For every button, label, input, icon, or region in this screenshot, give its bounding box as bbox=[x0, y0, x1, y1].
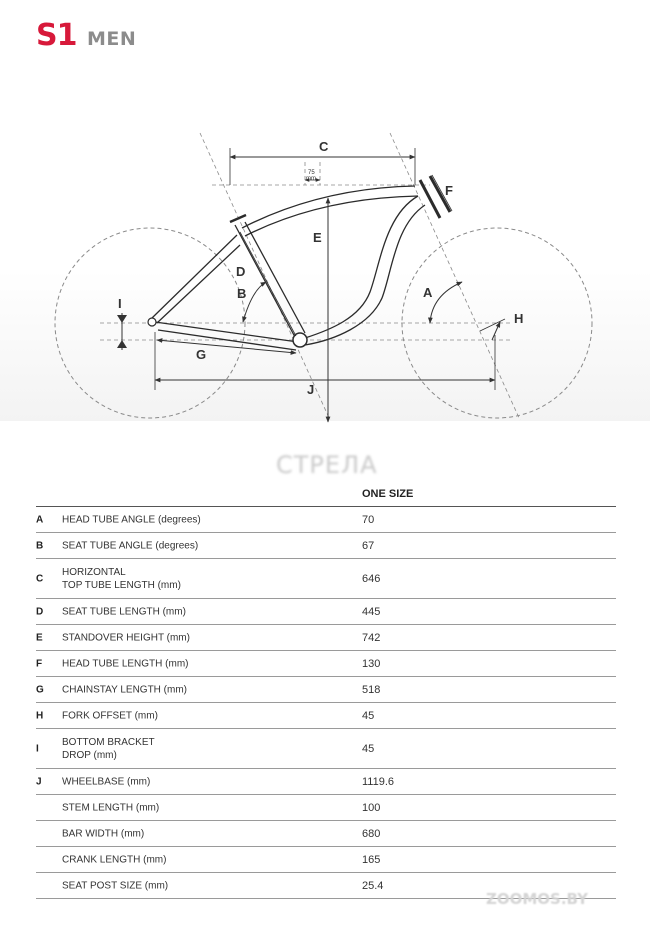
label-j: J bbox=[307, 382, 315, 397]
row-parameter: BAR WIDTH (mm) bbox=[62, 828, 145, 839]
table-body bbox=[36, 507, 616, 899]
table-row bbox=[36, 795, 616, 821]
table-row bbox=[36, 729, 616, 769]
label-e: E bbox=[313, 230, 322, 245]
row-letter: E bbox=[36, 632, 43, 643]
brand-logo: S1 bbox=[36, 18, 77, 53]
row-parameter: HORIZONTAL TOP TUBE LENGTH (mm) bbox=[62, 566, 181, 591]
row-parameter: SEAT POST SIZE (mm) bbox=[62, 880, 169, 891]
row-value: 45 bbox=[362, 709, 375, 722]
model-title: MEN bbox=[86, 28, 137, 50]
label-h: H bbox=[514, 311, 524, 326]
row-parameter: CHAINSTAY LENGTH (mm) bbox=[62, 684, 188, 695]
label-g: G bbox=[196, 347, 207, 362]
row-value: 445 bbox=[362, 605, 381, 618]
row-value: 67 bbox=[362, 539, 375, 552]
row-parameter: STANDOVER HEIGHT (mm) bbox=[62, 632, 190, 643]
table-row bbox=[36, 533, 616, 559]
row-parameter: SEAT TUBE LENGTH (mm) bbox=[62, 606, 186, 617]
offset-note-unit: mm bbox=[306, 176, 316, 182]
row-letter: F bbox=[36, 658, 43, 669]
label-a: A bbox=[423, 285, 433, 300]
dim-d-line bbox=[240, 232, 296, 336]
table-row bbox=[36, 651, 616, 677]
table-row bbox=[36, 599, 616, 625]
row-value: 25.4 bbox=[362, 879, 384, 892]
table-header bbox=[36, 484, 616, 507]
row-value: 70 bbox=[362, 513, 375, 526]
row-letter: H bbox=[36, 710, 44, 721]
table-row bbox=[36, 625, 616, 651]
frame-geometry-diagram bbox=[0, 0, 650, 430]
table-row bbox=[36, 559, 616, 599]
label-i: I bbox=[118, 296, 122, 311]
row-parameter: FORK OFFSET (mm) bbox=[62, 710, 158, 721]
row-letter: G bbox=[36, 684, 44, 695]
angle-a-arc bbox=[430, 282, 462, 323]
row-value: 742 bbox=[362, 631, 381, 644]
rear-dropout bbox=[148, 318, 156, 326]
row-letter: I bbox=[36, 743, 39, 754]
row-letter: D bbox=[36, 606, 44, 617]
label-f: F bbox=[445, 183, 453, 198]
watermark-strela: СТРЕЛА bbox=[276, 451, 378, 479]
row-parameter: WHEELBASE (mm) bbox=[62, 776, 151, 787]
row-value: 165 bbox=[362, 853, 381, 866]
row-parameter: HEAD TUBE ANGLE (degrees) bbox=[62, 514, 201, 525]
label-d: D bbox=[236, 264, 246, 279]
row-parameter: STEM LENGTH (mm) bbox=[62, 802, 160, 813]
label-c: C bbox=[319, 139, 329, 154]
row-letter: A bbox=[36, 514, 44, 525]
row-letter: C bbox=[36, 573, 44, 584]
row-value: 130 bbox=[362, 657, 381, 670]
row-parameter: BOTTOM BRACKET DROP (mm) bbox=[62, 736, 155, 761]
table-row bbox=[36, 821, 616, 847]
table-row bbox=[36, 677, 616, 703]
angle-b-arc bbox=[243, 282, 266, 322]
row-parameter: SEAT TUBE ANGLE (degrees) bbox=[62, 540, 199, 551]
row-parameter: CRANK LENGTH (mm) bbox=[62, 854, 167, 865]
row-value: 680 bbox=[362, 827, 381, 840]
table-row bbox=[36, 769, 616, 795]
table-row bbox=[36, 703, 616, 729]
geometry-table bbox=[36, 484, 616, 899]
watermark-zoomos: ZOOMOS.BY bbox=[486, 890, 589, 908]
row-value: 45 bbox=[362, 742, 375, 755]
row-value: 518 bbox=[362, 683, 381, 696]
row-value: 1119.6 bbox=[362, 775, 395, 788]
row-value: 100 bbox=[362, 801, 381, 814]
table-row bbox=[36, 507, 616, 533]
row-parameter: HEAD TUBE LENGTH (mm) bbox=[62, 658, 189, 669]
table-row bbox=[36, 847, 616, 873]
offset-note-value: 75 bbox=[308, 170, 315, 176]
bike-frame bbox=[152, 176, 450, 350]
label-b: B bbox=[237, 286, 247, 301]
column-header-one-size: ONE SIZE bbox=[362, 488, 414, 500]
row-letter: B bbox=[36, 540, 44, 551]
row-value: 646 bbox=[362, 572, 381, 585]
row-letter: J bbox=[36, 776, 42, 787]
